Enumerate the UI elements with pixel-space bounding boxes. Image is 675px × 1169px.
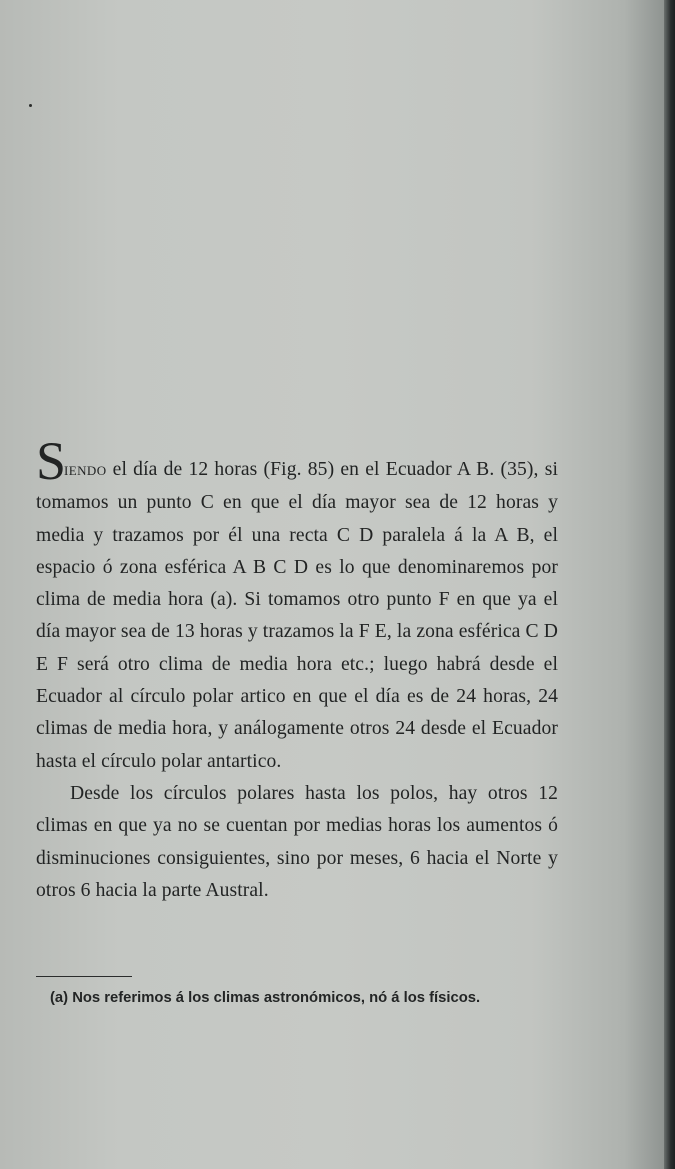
main-text-block (36, 431, 558, 907)
paragraph-1 (36, 431, 558, 778)
footnote: (a) Nos referimos á los climas astronómicos, nó á los físicos. (50, 990, 481, 1006)
small-caps-lead: IENDO (64, 463, 107, 478)
paragraph-2: Desde los círculos polares hasta los polos, hay otros 12 climas en que ya no se cuentan por medias horas los aumentos ó disminuciones consiguientes, sino por meses, 6 hacia el Norte y otros 6 hacia la parte Austral. (36, 782, 558, 901)
paper-speck (29, 104, 32, 107)
paragraph-1-text: el día de 12 horas (Fig. 85) en el Ecuador A B. (35), si tomamos un punto C en que el día mayor sea de 12 horas y media y trazamos por él una recta C D paralela á la A B, el espacio ó zona esférica A B C D es lo que denominaremos por clima de media hora (a). Si tomamos otro punto F en que ya el día mayor sea de 13 horas y trazamos la F E, la zona esférica C D E F será otro clima de media hora etc.; luego habrá desde el Ecuador al círculo polar artico en que el día es de 24 horas, 24 climas de media hora, y análogamente otros 24 desde el Ecuador hasta el círculo polar antartico. (36, 459, 558, 772)
drop-cap: S (36, 431, 65, 491)
footnote-rule (36, 976, 132, 977)
page-edge-shadow (664, 0, 675, 1169)
